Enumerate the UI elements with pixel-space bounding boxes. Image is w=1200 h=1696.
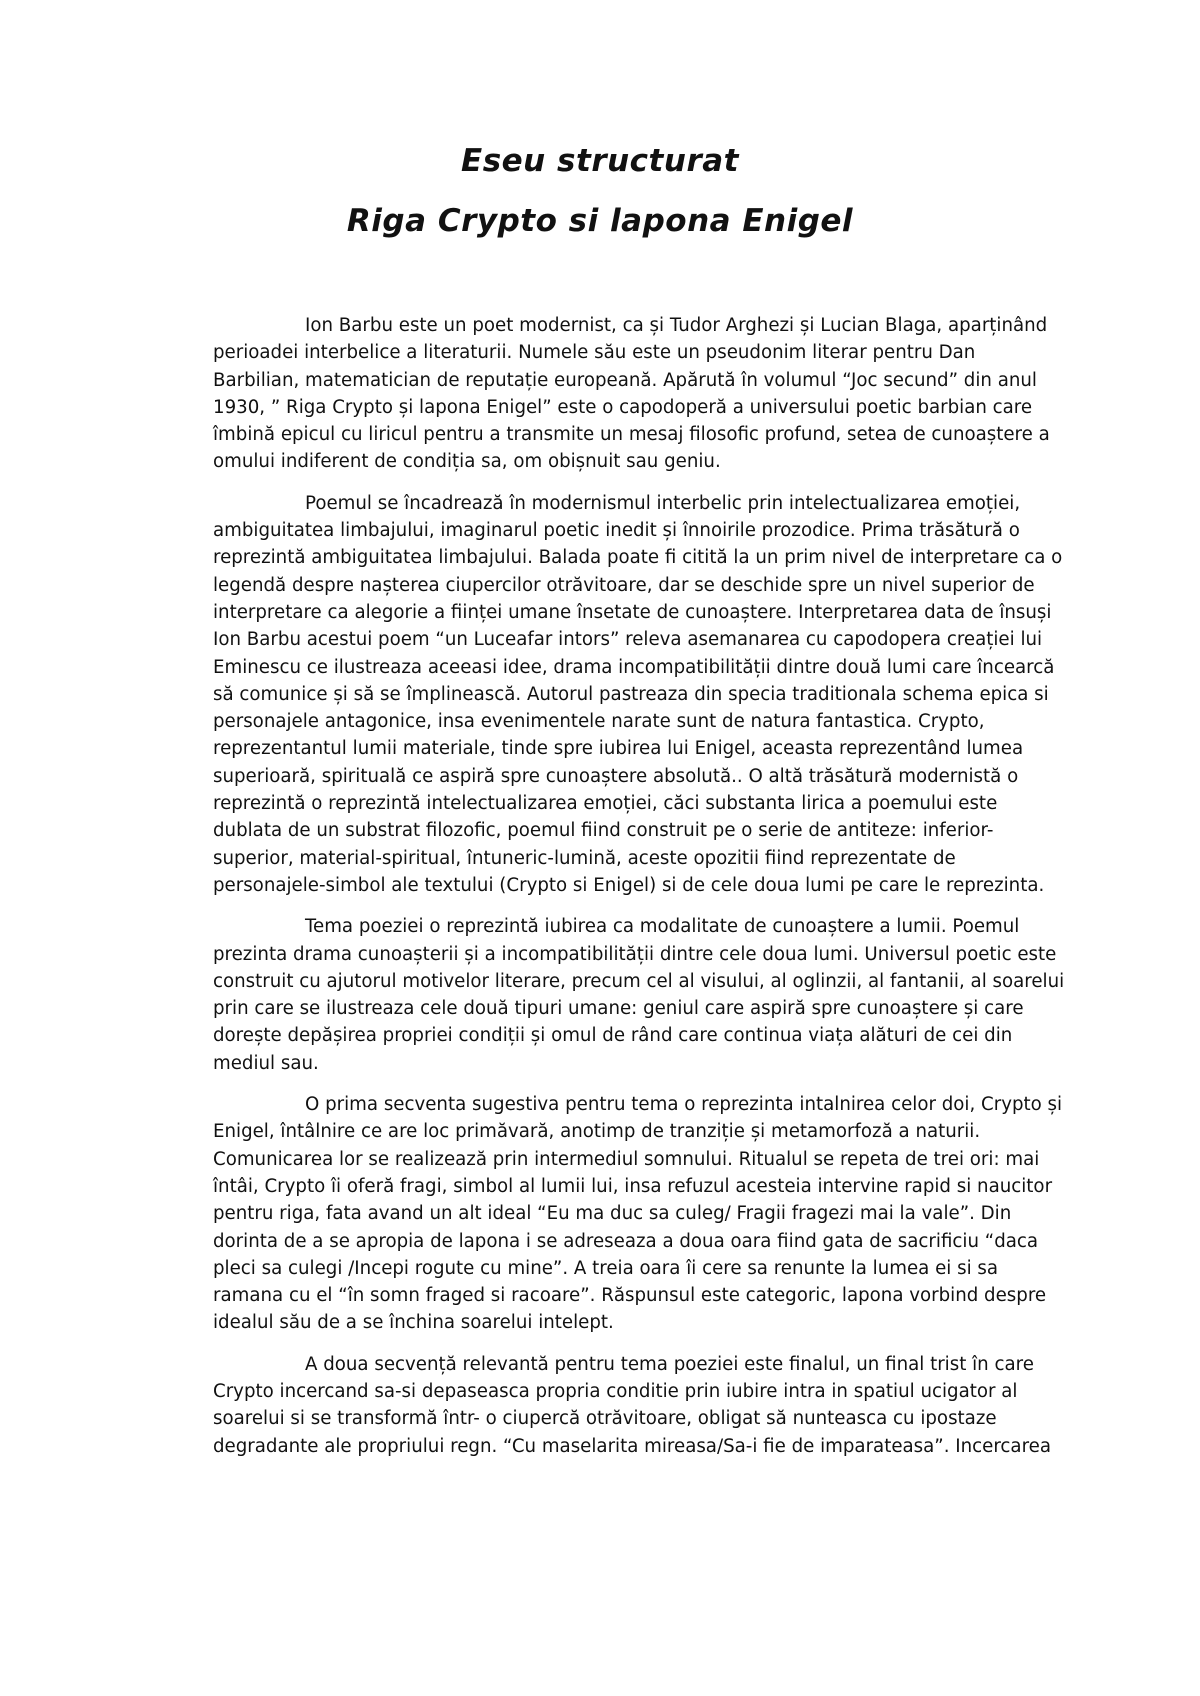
- document-subtitle: Riga Crypto si lapona Enigel: [346, 203, 854, 239]
- paragraph-theme: Tema poeziei o reprezintă iubirea ca modalitate de cunoaștere a lumii. Poemul prezinta drama cunoașterii și a incompatibilității dintre cele doua lumi. Universul poetic este construit cu ajutorul motivelor literare, precum cel al visului, al oglinzii, al fantanii, al soarelui prin care se ilustreaza cele două tipuri umane: geniul care aspiră spre cunoaștere și care dorește depășirea propriei condiții și omul de rând care continua viața alături de cei din mediul sau.: [213, 916, 1065, 1074]
- paragraph-introduction: Ion Barbu este un poet modernist, ca și Tudor Arghezi și Lucian Blaga, aparținând perioadei interbelice a literaturii. Numele său este un pseudonim literar pentru Dan Barbilian, matematician de reputație europeană. Apărută în volumul “Joc secund” din anul 1930, ” Riga Crypto și lapona Enigel” este o capodoperă a universului poetic barbian care îmbină epicul cu liricul pentru a transmite un mesaj filosofic profund, setea de cunoaștere a omului indiferent de condiția sa, om obișnuit sau geniu.: [213, 315, 1050, 473]
- document-title: Eseu structurat: [461, 143, 739, 179]
- paragraph-modernism: Poemul se încadrează în modernismul interbelic prin intelectualizarea emoției, ambiguitatea limbajului, imaginarul poetic inedit și înnoirile prozodice. Prima trăsătură o reprezintă ambiguitatea limbajului. Balada poate fi citită la un prim nivel de interpretare ca o legendă despre nașterea ciupercilor otrăvitoare, dar se deschide spre un nivel superior de interpretare ca alegorie a ființei umane însetate de cunoaștere. Interpretarea data de însuși Ion Barbu acestui poem “un Luceafar intors” releva asemanarea cu capodopera creației lui Eminescu ce ilustreaza aceeasi idee, drama incompatibilității dintre două lumi care încearcă să comunice și să se împlinească. Autorul pastreaza din specia traditionala schema epica si personajele antagonice, insa evenimentele narate sunt de natura fantastica. Crypto, reprezentantul lumii materiale, tinde spre iubirea lui Enigel, aceasta reprezentând lumea superioară, spirituală ce aspiră spre cunoaștere absolută.. O altă trăsătură modernistă o reprezintă o reprezintă intelectualizarea emoției, căci substanta lirica a poemului este dublata de un substrat filozofic, poemul fiind construit pe o serie de antiteze: inferior-superior, material-spiritual, întuneric-lumină, aceste opozitii fiind reprezentate de personajele-simbol ale textului (Crypto si Enigel) si de cele doua lumi pe care le reprezinta.: [213, 492, 1063, 896]
- paragraph-second-sequence: A doua secvență relevantă pentru tema poeziei este finalul, un final trist în care Crypto incercand sa-si depaseasca propria conditie prin iubire intra in spatiul ucigator al soarelui si se transformă într- o ciupercă otrăvitoare, obligat să nunteasca cu ipostaze degradante ale propriului regn. “Cu maselarita mireasa/Sa-i fie de imparateasa”. Incercarea: [213, 1353, 1051, 1457]
- essay-body: [213, 312, 1065, 1474]
- title-block: [0, 138, 1200, 244]
- paragraph-first-sequence: O prima secventa sugestiva pentru tema o reprezinta intalnirea celor doi, Crypto și Enigel, întâlnire ce are loc primăvară, anotimp de tranziție și metamorfoză a naturii. Comunicarea lor se realizează prin intermediul somnului. Ritualul se repeta de trei ori: mai întâi, Crypto îi oferă fragi, simbol al lumii lui, insa refuzul acesteia intervine rapid si naucitor pentru riga, fata avand un alt ideal “Eu ma duc sa culeg/ Fragii fragezi mai la vale”. Din dorinta de a se apropia de lapona i se adreseaza a doua oara fiind gata de sacrificiu “daca pleci sa culegi /Incepi rogute cu mine”. A treia oara îi cere sa renunte la lumea ei si sa ramana cu el “în somn fraged si racoare”. Răspunsul este categoric, lapona vorbind despre idealul său de a se închina soarelui intelept.: [213, 1094, 1063, 1334]
